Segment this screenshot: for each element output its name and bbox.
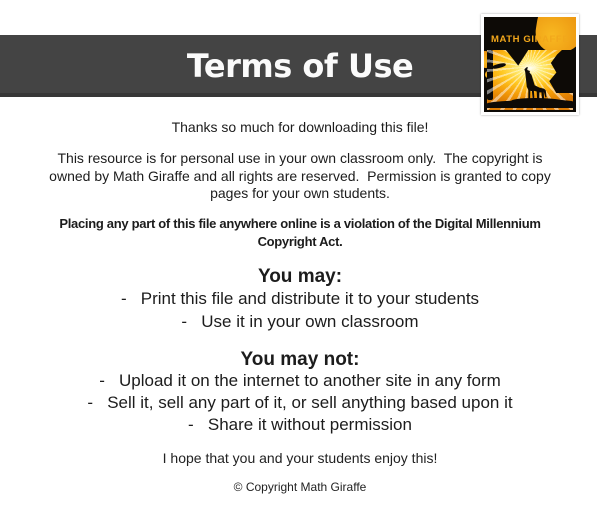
logo-artwork	[484, 17, 576, 112]
ground-silhouette	[511, 98, 573, 108]
paragraph-line: pages for your own students.	[210, 185, 390, 201]
thanks-text: Thanks so much for downloading this file!	[171, 119, 429, 135]
math-giraffe-logo	[481, 14, 579, 115]
logo-brand-text: MATH GIRAFFE	[491, 34, 570, 45]
dmca-line: Copyright Act.	[257, 233, 343, 249]
copyright-text: © Copyright Math Giraffe	[233, 480, 367, 494]
you-may-list	[0, 287, 600, 333]
paragraph-line: owned by Math Giraffe and all rights are reserved. Permission is granted to copy	[49, 167, 551, 184]
you-may-heading: You may:	[257, 266, 343, 287]
list-item: - Share it without permission	[188, 415, 412, 434]
dmca-line: Placing any part of this file anywhere online is a violation of the Digital Millennium	[59, 216, 541, 231]
list-item: - Print this file and distribute it to your students	[120, 289, 480, 308]
page-title: Terms of Use	[186, 47, 414, 85]
you-may-not-heading: You may not:	[240, 349, 360, 370]
you-may-not-list	[0, 370, 600, 436]
sunburst-background	[487, 50, 573, 110]
list-item: - Upload it on the internet to another site in any form	[99, 371, 501, 390]
personal-use-paragraph	[0, 150, 600, 203]
closing-line	[0, 450, 600, 466]
list-item: - Sell it, sell any part of it, or sell anything based upon it	[87, 393, 513, 412]
dmca-warning	[0, 215, 600, 250]
closing-text: I hope that you and your students enjoy this!	[162, 450, 438, 466]
paragraph-line: This resource is for personal use in your own classroom only. The copyright is	[57, 150, 543, 166]
list-item: - Use it in your own classroom	[181, 312, 419, 331]
thanks-line	[0, 119, 600, 136]
copyright-line	[0, 480, 600, 494]
